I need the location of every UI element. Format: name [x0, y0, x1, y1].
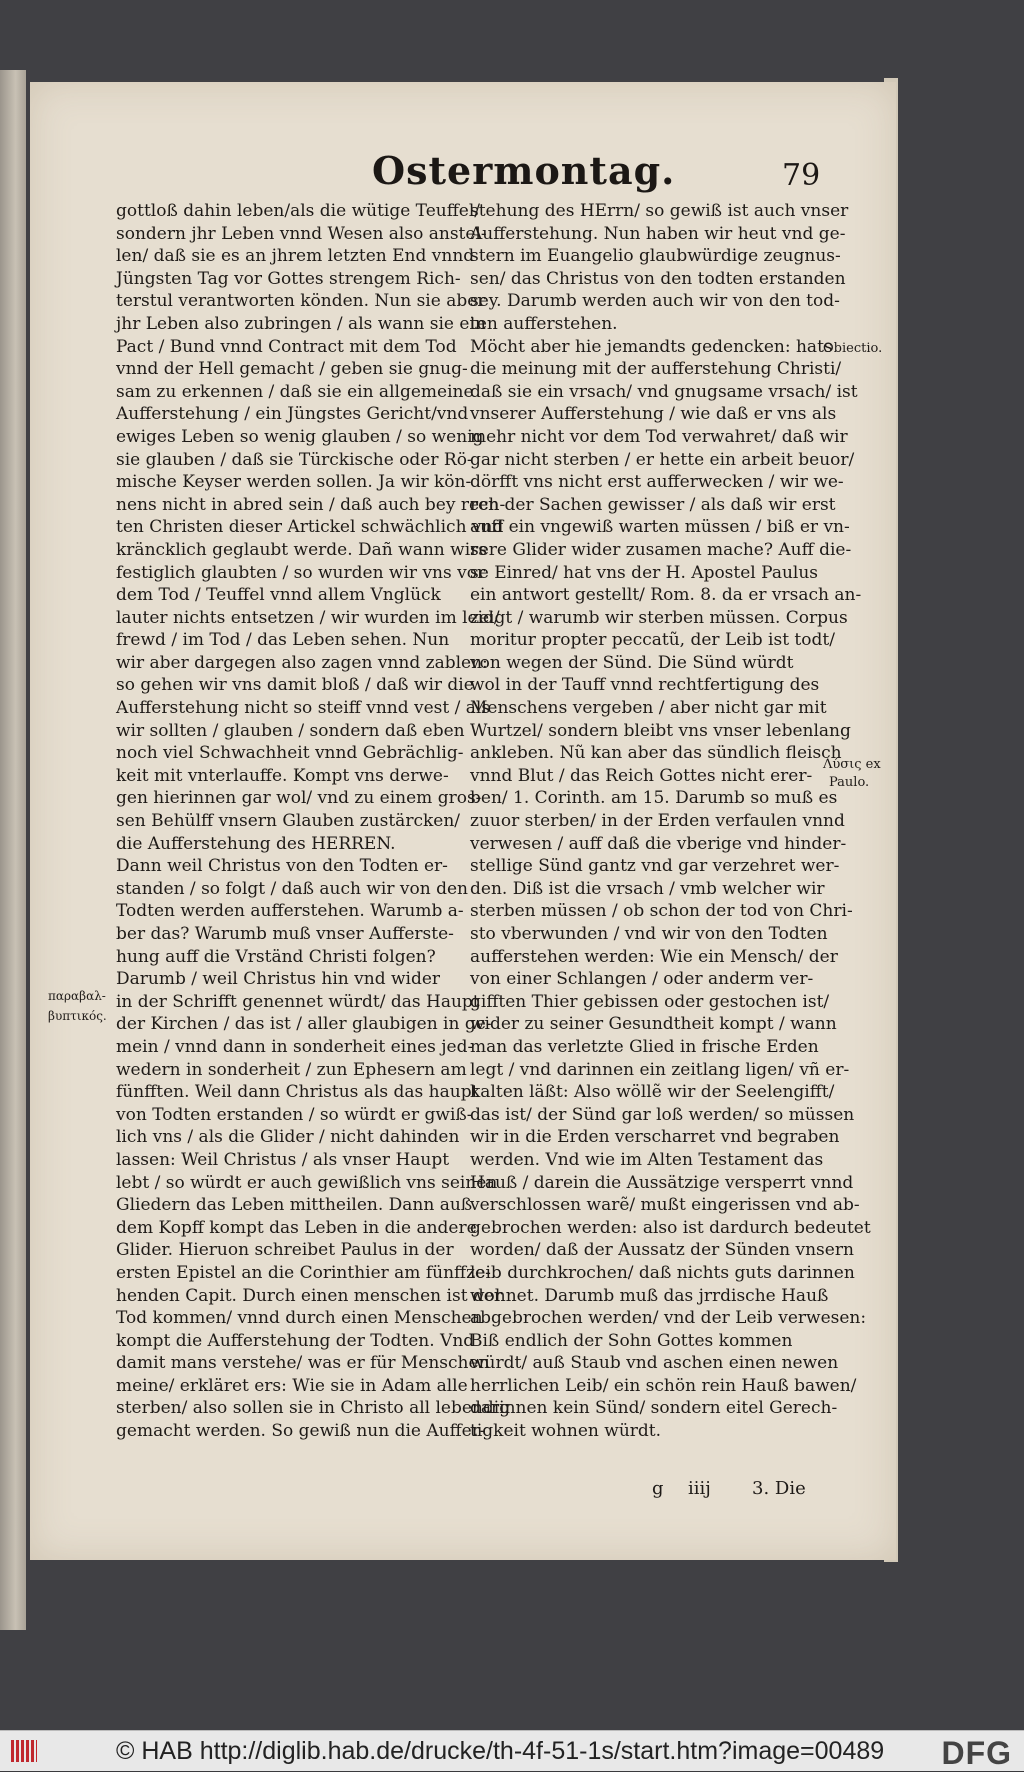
text-line: stern im Euangelio glaubwürdige zeugnus-	[470, 246, 841, 267]
text-line: wol in der Tauff vnnd rechtfertigung des	[470, 675, 820, 696]
text-line: Darumb / weil Christus hin vnd wider	[116, 969, 441, 990]
text-line: gemacht werden. So gewiß nun die Auffer-	[116, 1421, 486, 1442]
dfg-logo: DFG	[941, 1735, 1012, 1771]
text-line: sterben müssen / ob schon der tod von Chri-	[470, 901, 853, 922]
folio-number: 79	[782, 158, 821, 193]
text-line: die meinung mit der aufferstehung Christi/	[470, 359, 842, 380]
text-line: daß sie ein vrsach/ vnd gnugsame vrsach/ ist	[470, 381, 858, 402]
text-line: festiglich glaubten / so wurden wir vns vor	[116, 562, 486, 583]
page-heading: Ostermontag.	[372, 148, 676, 193]
text-line: hung auff die Vrständ Christi folgen?	[116, 946, 436, 967]
text-line: darinnen kein Sünd/ sondern eitel Gerech-	[470, 1398, 838, 1419]
text-line: wir in die Erden verscharret vnd begraben	[470, 1127, 840, 1148]
text-line: zuuor sterben/ in der Erden verfaulen vnnd	[470, 811, 845, 832]
text-line: jhr Leben also zubringen / als wann sie ein	[116, 313, 486, 334]
text-line: die Aufferstehung des HERREN.	[116, 833, 396, 854]
text-line: kompt die Aufferstehung der Todten. Vnd	[116, 1330, 475, 1351]
text-line: Dann weil Christus von den Todten er-	[116, 856, 448, 877]
text-line: aufferstehen werden: Wie ein Mensch/ der	[470, 946, 838, 967]
text-line: in der Schrifft genennet würdt/ das Haupt	[116, 991, 480, 1012]
text-line: Wurtzel/ sondern bleibt vns vnser lebenlang	[470, 720, 851, 741]
text-line: sterben/ also sollen sie in Christo all lebendig	[116, 1398, 511, 1419]
text-line: leib durchkrochen/ daß nichts guts darinnen	[470, 1262, 855, 1283]
text-line: verschlossen warẽ/ mußt eingerissen vnd ab-	[470, 1195, 860, 1216]
text-line: wir aber dargegen also zagen vnnd zablen:	[116, 652, 488, 673]
text-line: gifften Thier gebissen oder gestochen ist/	[470, 991, 830, 1012]
text-line: von Todten erstanden / so würdt er gwiß-	[116, 1104, 473, 1125]
text-line: von wegen der Sünd. Die Sünd würdt	[470, 652, 794, 673]
text-line: Pact / Bund vnnd Contract mit dem Tod	[116, 336, 457, 357]
text-line: worden/ daß der Aussatz der Sünden vnsern	[470, 1240, 854, 1261]
text-line: lebt / so würdt er auch gewißlich vns seinen	[116, 1172, 498, 1193]
text-line: gen hierinnen gar wol/ vnd zu einem gros-	[116, 788, 482, 809]
text-line: henden Capit. Durch einen menschen ist der	[116, 1285, 502, 1306]
text-line: Biß endlich der Sohn Gottes kommen	[470, 1330, 793, 1351]
text-line: sondern jhr Leben vnnd Wesen also anstel-	[116, 223, 487, 244]
text-line: sto vberwunden / vnd wir von den Todten	[470, 924, 828, 944]
text-line: würdt/ auß Staub vnd aschen einen newen	[470, 1353, 839, 1374]
barcode-logo-icon	[4, 1736, 44, 1766]
text-line: legt / vnd darinnen ein zeitlang ligen/ vñ er-	[470, 1059, 850, 1080]
margin-note-greek	[48, 986, 107, 1026]
text-line: meine/ erkläret ers: Wie sie in Adam alle	[116, 1375, 468, 1396]
text-line: der Kirchen / das ist / aller glaubigen in ge-	[116, 1014, 492, 1035]
text-line: lich vns / als die Glider / nicht dahinden	[116, 1127, 460, 1148]
text-line: Aufferstehung / ein Jüngstes Gericht/vnd	[116, 404, 469, 425]
text-line: standen / so folgt / daß auch wir von den	[116, 878, 468, 899]
facing-page-edge	[0, 70, 26, 1630]
text-line: sam zu erkennen / daß sie ein allgemeine	[116, 381, 474, 402]
text-line: Menschens vergeben / aber nicht gar mit	[470, 698, 827, 719]
text-line: gebrochen werden: also ist dardurch bedeutet	[470, 1217, 871, 1238]
text-line: wider zu seiner Gesundtheit kompt / wann	[470, 1014, 837, 1035]
text-line: von einer Schlangen / oder anderm ver-	[470, 969, 814, 990]
text-line: nens nicht in abred sein / daß auch bey rech-	[116, 494, 506, 515]
text-line: tigkeit wohnen würdt.	[470, 1421, 662, 1442]
text-line: sey. Darumb werden auch wir von den tod-	[470, 291, 840, 312]
text-line: ber das? Warumb muß vnser Aufferste-	[116, 924, 454, 944]
text-line: Glider. Hieruon schreibet Paulus in der	[116, 1240, 454, 1261]
text-line: dörfft vns nicht erst aufferwecken / wir we-	[470, 472, 844, 493]
text-line: Todten werden aufferstehen. Warumb a-	[116, 901, 464, 922]
text-line: mein / vnnd dann in sonderheit eines jed-	[116, 1036, 474, 1057]
text-line: ein antwort gestellt/ Rom. 8. da er vrsach an-	[470, 585, 862, 606]
text-line: ten Christen dieser Artickel schwächlich vnd	[116, 517, 504, 538]
text-line: sen/ das Christus von den todten erstanden	[470, 268, 846, 289]
text-line: Gliedern das Leben mittheilen. Dann auß	[116, 1195, 473, 1216]
text-line: mehr nicht vor dem Tod verwahret/ daß wir	[470, 426, 848, 447]
text-line: kräncklich geglaubt werde. Dañ wann wirs	[116, 539, 487, 560]
signature-number: iiij	[688, 1478, 711, 1499]
text-line: Hauß / darein die Aussätzige versperrt vnnd	[470, 1172, 854, 1193]
text-line: so gehen wir vns damit bloß / daß wir die	[116, 675, 474, 696]
text-line: Aufferstehung. Nun haben wir heut vnd ge-	[470, 223, 846, 244]
text-line: Tod kommen/ vnnd durch einen Menschen	[116, 1308, 483, 1329]
text-line: vnnd der Hell gemacht / geben sie gnug-	[116, 359, 468, 380]
text-line: terstul verantworten könden. Nun sie aber	[116, 291, 486, 312]
text-line: wir sollten / glauben / sondern daß eben	[116, 720, 465, 741]
text-line: den. Diß ist die vrsach / vmb welcher wir	[470, 878, 825, 899]
margin-note-objectio: Obiectio.	[823, 341, 883, 356]
text-line: wedern in sonderheit / zun Ephesern am	[116, 1059, 467, 1080]
text-line: man das verletzte Glied in frische Erden	[470, 1036, 819, 1057]
text-line: keit mit vnterlauffe. Kompt vns derwe-	[116, 765, 449, 786]
text-line: Aufferstehung nicht so steiff vnnd vest / als	[116, 698, 491, 719]
text-line: lauter nichts entsetzen / wir wurden im leid/	[116, 607, 500, 628]
text-line: moritur propter peccatũ, der Leib ist todt/	[470, 630, 835, 651]
text-line: vnserer Aufferstehung / wie daß er vns als	[470, 404, 837, 425]
text-line: gar nicht sterben / er hette ein arbeit beuor/	[470, 449, 855, 470]
margin-note-lysis-line1: Λύσις ex	[823, 757, 881, 772]
text-line: noch viel Schwachheit vnnd Gebrächlig-	[116, 743, 464, 764]
margin-note-lysis-line2: Paulo.	[829, 775, 870, 790]
text-line: frewd / im Tod / das Leben sehen. Nun	[116, 630, 450, 651]
text-line: sie glauben / daß sie Türckische oder Rö-	[116, 449, 473, 470]
text-line: auff ein vngewiß warten müssen / biß er vn-	[470, 517, 850, 538]
text-line: len/ daß sie es an jhrem letzten End vnnd	[116, 246, 475, 267]
footer-bar	[0, 1730, 1024, 1771]
text-line: damit mans verstehe/ was er für Menschen	[116, 1353, 490, 1374]
text-line: zeigt / warumb wir sterben müssen. Corpus	[470, 607, 848, 628]
text-line: ersten Epistel an die Corinthier am fünffze-	[116, 1262, 491, 1283]
text-line: gottloß dahin leben/als die wütige Teuffel/	[116, 201, 481, 221]
text-line: sere Glider wider zusamen mache? Auff die-	[470, 539, 852, 560]
left-text-column	[116, 200, 511, 1443]
text-line: das ist/ der Sünd gar loß werden/ so müssen	[470, 1104, 855, 1125]
text-line: mische Keyser werden sollen. Ja wir kön-	[116, 472, 472, 493]
text-line: Jüngsten Tag vor Gottes strengem Rich-	[116, 268, 461, 289]
margin-note-lysis	[823, 756, 881, 792]
text-line: verwesen / auff daß die vberige vnd hinder-	[470, 833, 847, 854]
text-line: kalten läßt: Also wöllẽ wir der Seelengifft/	[470, 1082, 835, 1103]
text-line: ben/ 1. Corinth. am 15. Darumb so muß es	[470, 788, 838, 809]
text-line: Möcht aber hie jemandts gedencken: hats	[470, 336, 833, 357]
text-line: ewiges Leben so wenig glauben / so wenig	[116, 426, 484, 447]
text-line: sen Behülff vnsern Glauben zustärcken/	[116, 811, 461, 832]
text-line: ren der Sachen gewisser / als daß wir erst	[470, 494, 836, 515]
text-line: dem Kopff kompt das Leben in die andere	[116, 1217, 477, 1238]
text-line: stellige Sünd gantz vnd gar verzehret wer-	[470, 856, 840, 877]
text-line: dem Tod / Teuffel vnnd allem Vnglück	[116, 585, 441, 606]
text-line: herrlichen Leib/ ein schön rein Hauß bawen/	[470, 1375, 857, 1396]
text-line: ankleben. Nũ kan aber das sündlich fleisch	[470, 743, 842, 764]
text-line: ten aufferstehen.	[470, 313, 618, 334]
text-line: lassen: Weil Christus / als vnser Haupt	[116, 1149, 450, 1170]
catchword: 3. Die	[752, 1478, 806, 1499]
copyright-url-link[interactable]: © HAB http://diglib.hab.de/drucke/th-4f-51-1s/start.htm?image=00489	[116, 1736, 885, 1765]
margin-note-greek-line1: παραβαλ-	[48, 989, 106, 1003]
text-line: se Einred/ hat vns der H. Apostel Paulus	[470, 562, 819, 583]
text-line: fünfften. Weil dann Christus als das haupt	[116, 1082, 479, 1103]
signature-mark: g	[652, 1478, 664, 1499]
text-line: stehung des HErrn/ so gewiß ist auch vnser	[470, 201, 849, 221]
text-line: vnnd Blut / das Reich Gottes nicht erer-	[470, 765, 813, 786]
text-line: abgebrochen werden/ vnd der Leib verwesen:	[470, 1308, 867, 1329]
margin-note-greek-line2: βυπτικός.	[48, 1009, 107, 1023]
text-line: wohnet. Darumb muß das jrrdische Hauß	[470, 1285, 829, 1306]
text-line: werden. Vnd wie im Alten Testament das	[470, 1149, 824, 1170]
